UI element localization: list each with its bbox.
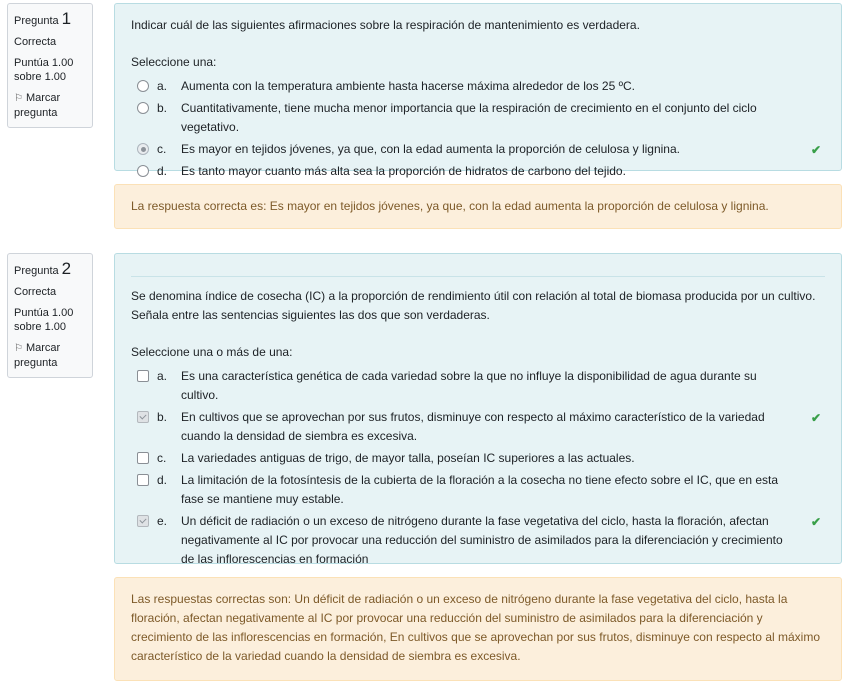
option-text: Es una característica genética de cada variedad sobre la que no influye la disponibilidad de agua durante su cultivo. bbox=[181, 369, 757, 402]
flag-icon: ⚐ bbox=[14, 343, 23, 354]
option-letter: e. bbox=[157, 514, 168, 528]
question-info-1 bbox=[7, 3, 93, 128]
option-text: Un déficit de radiación o un exceso de nitrógeno durante la fase vegetativa del ciclo, hasta la floración, afectan negativamente al IC por provocar una reducción del suministro de asimilados para la diferenciación y crecimiento de las inflorescencias en formación bbox=[181, 514, 783, 566]
correct-check-icon: ✔ bbox=[810, 143, 821, 157]
checkbox-checked[interactable] bbox=[137, 515, 149, 527]
option-text: Es tanto mayor cuanto más alta sea la proporción de hidratos de carbono del tejido. bbox=[181, 164, 626, 178]
option-letter: a. bbox=[157, 79, 168, 93]
option-letter: d. bbox=[157, 164, 168, 178]
answer-option-a[interactable] bbox=[131, 365, 825, 406]
correct-check-icon: ✔ bbox=[810, 411, 821, 425]
checkbox[interactable] bbox=[137, 452, 149, 464]
question-state: Correcta bbox=[14, 286, 57, 298]
question-number-value: 1 bbox=[61, 9, 72, 28]
question-state: Correcta bbox=[14, 36, 57, 48]
option-text: En cultivos que se aprovechan por sus frutos, disminuye con respecto al máximo característico de la variedad cuando la densidad de siembra es excesiva. bbox=[181, 410, 765, 443]
option-letter: d. bbox=[157, 473, 168, 487]
answer-option-c[interactable] bbox=[131, 447, 825, 469]
answer-list bbox=[131, 75, 825, 182]
checkbox-checked[interactable] bbox=[137, 411, 149, 423]
option-letter: b. bbox=[157, 410, 168, 424]
answer-option-b[interactable] bbox=[131, 406, 825, 447]
option-text: Es mayor en tejidos jóvenes, ya que, con la edad aumenta la proporción de celulosa y lignina. bbox=[181, 142, 680, 156]
right-answer-text: Las respuestas correctas son: Un déficit de radiación o un exceso de nitrógeno durante la fase vegetativa del ciclo, hasta la floración, afectan negativamente al IC por provocar una reducción del suministro de asimilados para la diferenciación y crecimiento de las inflorescencias en formación, En cultivos que se aprovechan por sus frutos, disminuye con respecto al máximo característico de la variedad cuando la densidad de siembra es excesiva. bbox=[131, 592, 820, 663]
checkbox[interactable] bbox=[137, 370, 149, 382]
option-letter: c. bbox=[157, 451, 167, 465]
radio-button[interactable] bbox=[137, 165, 149, 177]
right-answer-text: La respuesta correcta es: Es mayor en tejidos jóvenes, ya que, con la edad aumenta la proporción de celulosa y lignina. bbox=[131, 199, 769, 213]
option-text: La limitación de la fotosíntesis de la cubierta de la floración a la cosecha no tiene efecto sobre el IC, que en esta fase se mantiene muy estable. bbox=[181, 473, 779, 506]
flag-question-button[interactable] bbox=[14, 341, 86, 370]
flag-question-button[interactable] bbox=[14, 91, 86, 120]
radio-button[interactable] bbox=[137, 102, 149, 114]
checkbox[interactable] bbox=[137, 474, 149, 486]
question-grade bbox=[14, 306, 86, 334]
question-text: Indicar cuál de las siguientes afirmaciones sobre la respiración de mantenimiento es verdadera. bbox=[131, 18, 640, 32]
option-letter: c. bbox=[157, 142, 167, 156]
radio-button-selected[interactable] bbox=[137, 143, 149, 155]
grade-line: sobre 1.00 bbox=[14, 321, 66, 333]
option-letter: a. bbox=[157, 369, 168, 383]
right-answer-feedback-2 bbox=[114, 577, 842, 681]
option-text: Aumenta con la temperatura ambiente hasta hacerse máxima alrededor de los 25 ºC. bbox=[181, 79, 635, 93]
option-text: Cuantitativamente, tiene mucha menor importancia que la respiración de crecimiento en el conjunto del ciclo vegetativo. bbox=[181, 101, 757, 134]
flag-icon: ⚐ bbox=[14, 93, 23, 104]
answer-option-c[interactable] bbox=[131, 138, 825, 160]
option-letter: b. bbox=[157, 101, 168, 115]
question-number bbox=[14, 9, 86, 28]
grade-line: Puntúa 1.00 bbox=[14, 307, 74, 319]
answer-prompt: Seleccione una: bbox=[131, 55, 217, 69]
question-number-value: 2 bbox=[61, 259, 72, 278]
question-text: Se denomina índice de cosecha (IC) a la proporción de rendimiento útil con relación al total de biomasa producida por un cultivo. Señala entre las sentencias siguientes las dos que son verdaderas. bbox=[131, 289, 816, 322]
question-number bbox=[14, 259, 86, 278]
flag-label: Marcar pregunta bbox=[14, 92, 61, 119]
question-label: Pregunta bbox=[14, 265, 59, 277]
right-answer-feedback-1 bbox=[114, 184, 842, 229]
answer-option-d[interactable] bbox=[131, 469, 825, 510]
grade-line: sobre 1.00 bbox=[14, 71, 66, 83]
question-grade bbox=[14, 56, 86, 84]
correct-check-icon: ✔ bbox=[810, 515, 821, 529]
answer-option-b[interactable] bbox=[131, 97, 825, 138]
flag-label: Marcar pregunta bbox=[14, 342, 61, 369]
answer-list bbox=[131, 365, 825, 570]
answer-option-e[interactable] bbox=[131, 510, 825, 570]
divider bbox=[131, 276, 825, 277]
radio-button[interactable] bbox=[137, 80, 149, 92]
option-text: La variedades antiguas de trigo, de mayor talla, poseían IC superiores a las actuales. bbox=[181, 451, 635, 465]
answer-option-a[interactable] bbox=[131, 75, 825, 97]
grade-line: Puntúa 1.00 bbox=[14, 57, 74, 69]
question-content-2 bbox=[114, 253, 842, 564]
question-content-1 bbox=[114, 3, 842, 178]
answer-option-d[interactable] bbox=[131, 160, 825, 182]
question-label: Pregunta bbox=[14, 15, 59, 27]
question-info-2 bbox=[7, 253, 93, 378]
answer-prompt: Seleccione una o más de una: bbox=[131, 345, 293, 359]
